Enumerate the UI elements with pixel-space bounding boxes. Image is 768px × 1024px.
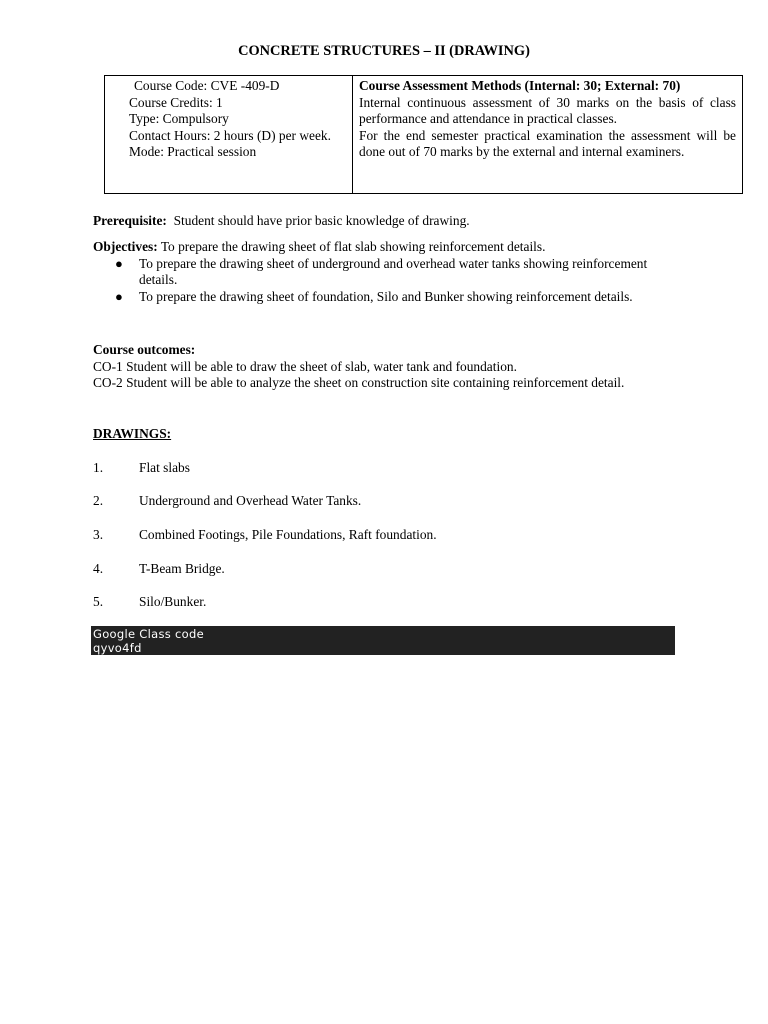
drawing-text: Flat slabs: [139, 460, 190, 475]
course-code: Course Code: CVE -409-D: [134, 78, 280, 93]
drawing-text: Combined Footings, Pile Foundations, Raft foundation.: [139, 527, 437, 542]
assessment-cell: [353, 76, 742, 193]
contact-hours: Contact Hours: 2 hours (D) per week.: [129, 127, 331, 143]
assessment-external: For the end semester practical examination the assessment will be done out of 70 marks by the external and internal examiners.: [359, 127, 736, 160]
prerequisite: [93, 213, 693, 230]
drawing-number: 2.: [93, 493, 104, 508]
course-info-table: [104, 75, 743, 194]
assessment-internal: Internal continuous assessment of 30 marks on the basis of class performance and attendance in practical classes.: [359, 94, 736, 127]
prerequisite-label: Prerequisite:: [93, 213, 167, 228]
google-class-code-banner: [91, 626, 675, 655]
course-credits: Course Credits: 1: [129, 94, 223, 110]
bullet-icon: ●: [115, 288, 123, 304]
prerequisite-text: Student should have prior basic knowledge of drawing.: [173, 213, 470, 228]
drawing-text: Silo/Bunker.: [139, 594, 207, 609]
page-title: CONCRETE STRUCTURES – II (DRAWING): [238, 43, 530, 59]
drawing-number: 4.: [93, 561, 104, 576]
drawing-number: 5.: [93, 594, 104, 609]
drawing-text: Underground and Overhead Water Tanks.: [139, 493, 362, 508]
course-details-cell: [105, 76, 353, 193]
google-class-code[interactable]: qyvo4fd: [93, 641, 142, 655]
course-type: Type: Compulsory: [129, 111, 229, 127]
objectives-label: Objectives:: [93, 239, 158, 254]
bullet-icon: ●: [115, 255, 123, 271]
outcome-item: CO-1 Student will be able to draw the sheet of slab, water tank and foundation.: [93, 358, 517, 374]
objectives-text: To prepare the drawing sheet of flat slab showing reinforcement details.: [160, 239, 546, 254]
course-mode: Mode: Practical session: [129, 144, 257, 160]
objective-bullet-text: To prepare the drawing sheet of foundation, Silo and Bunker showing reinforcement details.: [139, 288, 633, 304]
drawing-number: 3.: [93, 527, 104, 542]
objective-bullet: [93, 289, 683, 306]
objective-bullet-text: To prepare the drawing sheet of underground and overhead water tanks showing reinforcement details.: [139, 255, 648, 288]
assessment-heading: Course Assessment Methods (Internal: 30; External: 70): [359, 78, 681, 93]
drawing-text: T-Beam Bridge.: [139, 561, 225, 576]
objectives: [93, 239, 693, 305]
drawing-number: 1.: [93, 460, 104, 475]
course-outcomes: [93, 342, 693, 392]
outcomes-label: Course outcomes:: [93, 342, 196, 357]
objective-bullet: [93, 256, 683, 289]
google-class-label: Google Class code: [93, 627, 204, 641]
outcome-item: CO-2 Student will be able to analyze the sheet on construction site containing reinforcement detail.: [93, 375, 625, 391]
drawings-heading: DRAWINGS:: [93, 426, 172, 441]
